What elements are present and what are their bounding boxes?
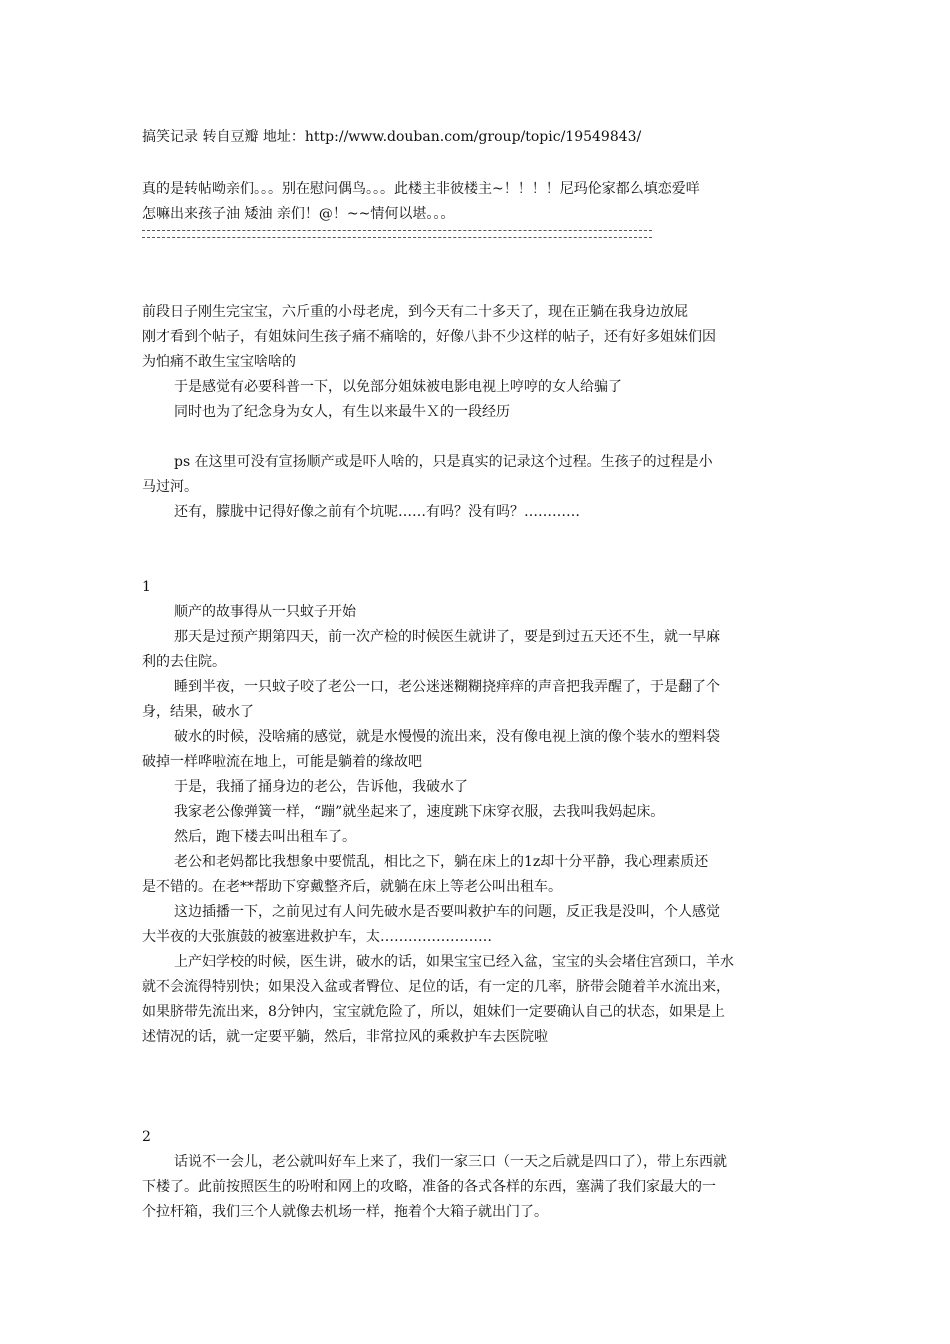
section-number: 1 xyxy=(142,579,151,595)
paragraph-line: 大半夜的大张旗鼓的被塞进救护车，太…………………… xyxy=(142,929,492,945)
paragraph-line: 上产妇学校的时候，医生讲，破水的话，如果宝宝已经入盆，宝宝的头会堵住宫颈口，羊水 xyxy=(174,954,734,970)
paragraph-line: 这边插播一下，之前见过有人问先破水是否要叫救护车的问题，反正我是没叫，个人感觉 xyxy=(174,904,720,920)
paragraph-line: 老公和老妈都比我想象中要慌乱，相比之下，躺在床上的1z却十分平静，我心理素质还 xyxy=(174,854,709,870)
paragraph-line: 刚才看到个帖子，有姐妹问生孩子痛不痛啥的，好像八卦不少这样的帖子，还有好多姐妹们因 xyxy=(142,329,716,345)
paragraph-line: 那天是过预产期第四天，前一次产检的时候医生就讲了，要是到过五天还不生，就一早麻 xyxy=(174,629,720,645)
separator-rule xyxy=(142,230,652,238)
paragraph-line: 马过河。 xyxy=(142,479,198,495)
paragraph-line: 睡到半夜，一只蚊子咬了老公一口，老公迷迷糊糊挠痒痒的声音把我弄醒了，于是翻了个 xyxy=(174,679,720,695)
paragraph-line: 我家老公像弹簧一样，“蹦”就坐起来了，速度跳下床穿衣服，去我叫我妈起床。 xyxy=(174,804,665,820)
note-line: 怎嘛出来孩子油 矮油 亲们！@！~~情何以堪。。。 xyxy=(142,206,455,222)
section-number: 2 xyxy=(142,1129,151,1145)
paragraph-line: 个拉杆箱，我们三个人就像去机场一样，拖着个大箱子就出门了。 xyxy=(142,1204,548,1220)
paragraph-line: 破掉一样哗啦流在地上，可能是躺着的缘故吧 xyxy=(142,754,422,770)
paragraph-line: 然后，跑下楼去叫出租车了。 xyxy=(174,829,356,845)
source-line: 搞笑记录 转自豆瓣 地址：http://www.douban.com/group/topic/19549843/ xyxy=(142,129,642,145)
paragraph-line: 身，结果，破水了 xyxy=(142,704,254,720)
paragraph-line: 前段日子刚生完宝宝，六斤重的小母老虎，到今天有二十多天了，现在正躺在我身边放屁 xyxy=(142,304,688,320)
paragraph-line: 话说不一会儿，老公就叫好车上来了，我们一家三口（一天之后就是四口了），带上东西就 xyxy=(174,1154,727,1170)
paragraph-line: 破水的时候，没啥痛的感觉，就是水慢慢的流出来，没有像电视上演的像个装水的塑料袋 xyxy=(174,729,720,745)
paragraph-line: ps 在这里可没有宣扬顺产或是吓人啥的，只是真实的记录这个过程。生孩子的过程是小 xyxy=(174,454,713,470)
paragraph-line: 利的去住院。 xyxy=(142,654,226,670)
paragraph-line: 是不错的。在老**帮助下穿戴整齐后，就躺在床上等老公叫出租车。 xyxy=(142,879,562,895)
note-line: 真的是转帖呦亲们。。。别在慰问偶鸟。。。此楼主非彼楼主~！！！！尼玛伦家都么填恋爱咩 xyxy=(142,181,700,197)
paragraph-line: 于是感觉有必要科普一下，以免部分姐妹被电影电视上哼哼的女人给骗了 xyxy=(174,379,622,395)
paragraph-line: 如果脐带先流出来，8分钟内，宝宝就危险了，所以，姐妹们一定要确认自己的状态，如果是上 xyxy=(142,1004,725,1020)
paragraph-line: 就不会流得特别快；如果没入盆或者臀位、足位的话，有一定的几率，脐带会随着羊水流出来， xyxy=(142,979,730,995)
paragraph-line: 下楼了。此前按照医生的吩咐和网上的攻略，准备的各式各样的东西，塞满了我们家最大的一 xyxy=(142,1179,716,1195)
paragraph-line: 为怕痛不敢生宝宝啥啥的 xyxy=(142,354,296,370)
paragraph-line: 于是，我捅了捅身边的老公，告诉他，我破水了 xyxy=(174,779,468,795)
paragraph-line: 述情况的话，就一定要平躺，然后，非常拉风的乘救护车去医院啦 xyxy=(142,1029,548,1045)
paragraph-line: 顺产的故事得从一只蚊子开始 xyxy=(174,604,356,620)
paragraph-line: 还有，朦胧中记得好像之前有个坑呢……有吗？没有吗？………… xyxy=(174,504,580,520)
paragraph-line: 同时也为了纪念身为女人，有生以来最牛Ｘ的一段经历 xyxy=(174,404,510,420)
